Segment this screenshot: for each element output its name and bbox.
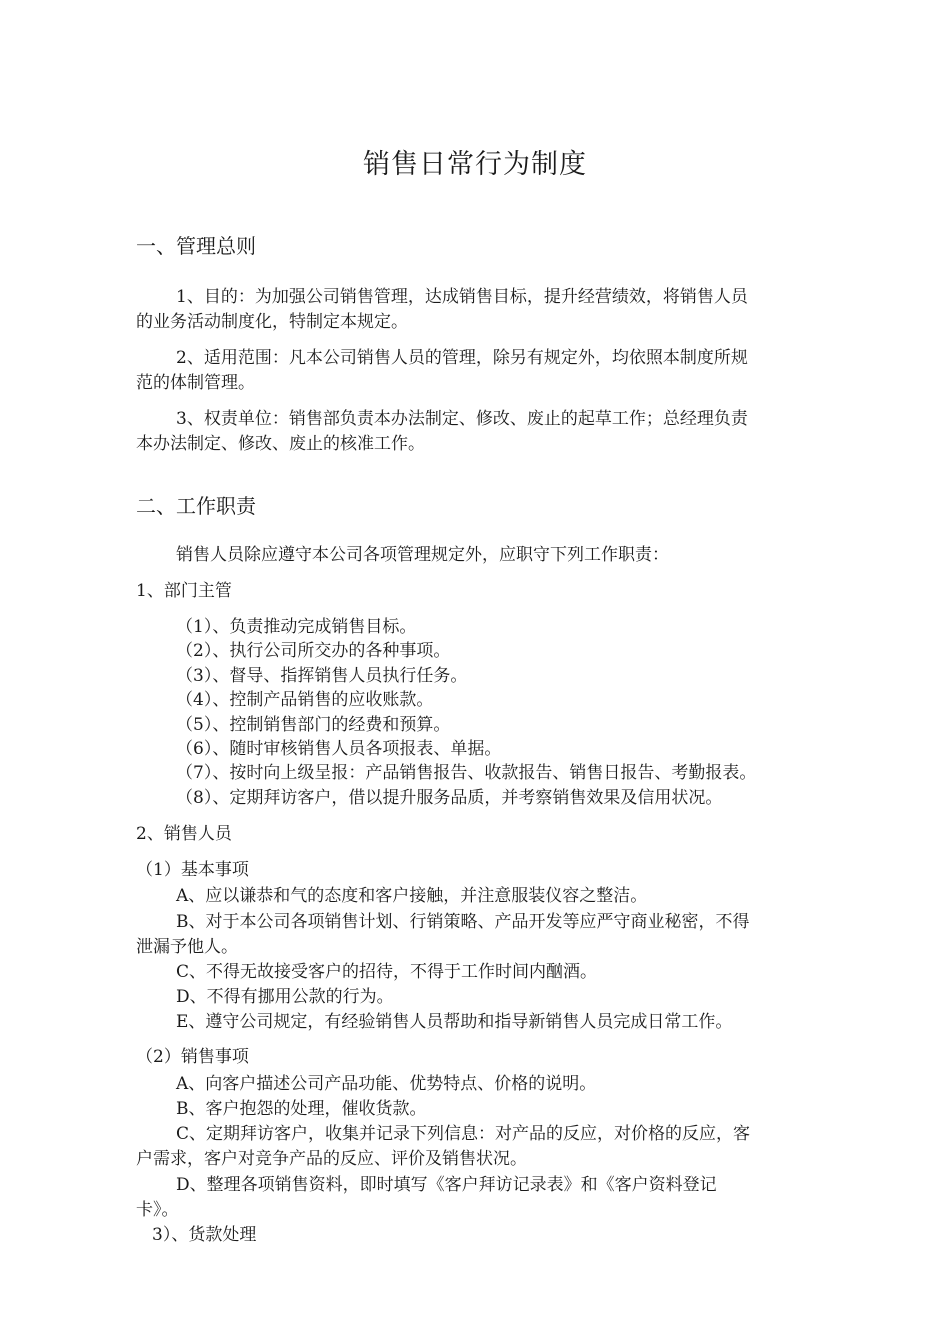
manager-duty-item: （4）、控制产品销售的应收账款。	[176, 690, 434, 710]
manager-duty-item: （7）、按时向上级呈报：产品销售报告、收款报告、销售日报告、考勤报表。	[176, 763, 757, 783]
manager-duty-item: （8）、定期拜访客户，借以提升服务品质，并考察销售效果及信用状况。	[176, 788, 723, 808]
manager-duty-item: （6）、随时审核销售人员各项报表、单据。	[176, 739, 502, 759]
section-heading-duties: 二、工作职责	[136, 494, 256, 518]
sales-matters-heading: （2）销售事项	[136, 1047, 249, 1067]
sales-matter-b: B、客户抱怨的处理，催收货款。	[176, 1099, 427, 1119]
basic-matter-c: C、不得无故接受客户的招待，不得于工作时间内酗酒。	[176, 962, 598, 982]
basic-matter-b-line2: 泄漏予他人。	[136, 937, 238, 957]
paragraph-purpose-line1: 1、目的：为加强公司销售管理，达成销售目标，提升经营绩效，将销售人员	[176, 287, 748, 307]
duties-intro: 销售人员除应遵守本公司各项管理规定外，应职守下列工作职责：	[176, 545, 669, 565]
basic-matter-a: A、应以谦恭和气的态度和客户接触，并注意服装仪容之整洁。	[176, 886, 648, 906]
paragraph-purpose-line2: 的业务活动制度化，特制定本规定。	[136, 312, 408, 332]
paragraph-scope-line2: 范的体制管理。	[136, 373, 255, 393]
payment-handling-heading: 3）、货款处理	[152, 1225, 257, 1245]
page-title: 销售日常行为制度	[363, 149, 587, 180]
sales-matter-a: A、向客户描述公司产品功能、优势特点、价格的说明。	[176, 1074, 597, 1094]
subsection-heading-salesperson: 2、销售人员	[136, 824, 232, 844]
manager-duty-item: （5）、控制销售部门的经费和预算。	[176, 715, 451, 735]
sales-matter-c-line2: 户需求，客户对竞争产品的反应、评价及销售状况。	[136, 1149, 527, 1169]
subsection-heading-manager: 1、部门主管	[136, 581, 232, 601]
basic-matter-d: D、不得有挪用公款的行为。	[176, 987, 394, 1007]
basic-matters-heading: （1）基本事项	[136, 860, 249, 880]
paragraph-authority-line1: 3、权责单位：销售部负责本办法制定、修改、废止的起草工作；总经理负责	[176, 409, 748, 429]
sales-matter-d-line1: D、整理各项销售资料，即时填写《客户拜访记录表》和《客户资料登记	[176, 1175, 717, 1195]
basic-matter-e: E、遵守公司规定，有经验销售人员帮助和指导新销售人员完成日常工作。	[176, 1012, 733, 1032]
sales-matter-d-line2: 卡》。	[136, 1200, 179, 1220]
manager-duty-item: （1）、负责推动完成销售目标。	[176, 617, 417, 637]
paragraph-authority-line2: 本办法制定、修改、废止的核准工作。	[136, 434, 425, 454]
sales-matter-c-line1: C、定期拜访客户，收集并记录下列信息：对产品的反应，对价格的反应，客	[176, 1124, 751, 1144]
manager-duty-item: （3）、督导、指挥销售人员执行任务。	[176, 666, 468, 686]
section-heading-general: 一、管理总则	[136, 234, 256, 258]
basic-matter-b-line1: B、对于本公司各项销售计划、行销策略、产品开发等应严守商业秘密，不得	[176, 912, 750, 932]
manager-duty-item: （2）、执行公司所交办的各种事项。	[176, 641, 451, 661]
paragraph-scope-line1: 2、适用范围：凡本公司销售人员的管理，除另有规定外，均依照本制度所规	[176, 348, 748, 368]
